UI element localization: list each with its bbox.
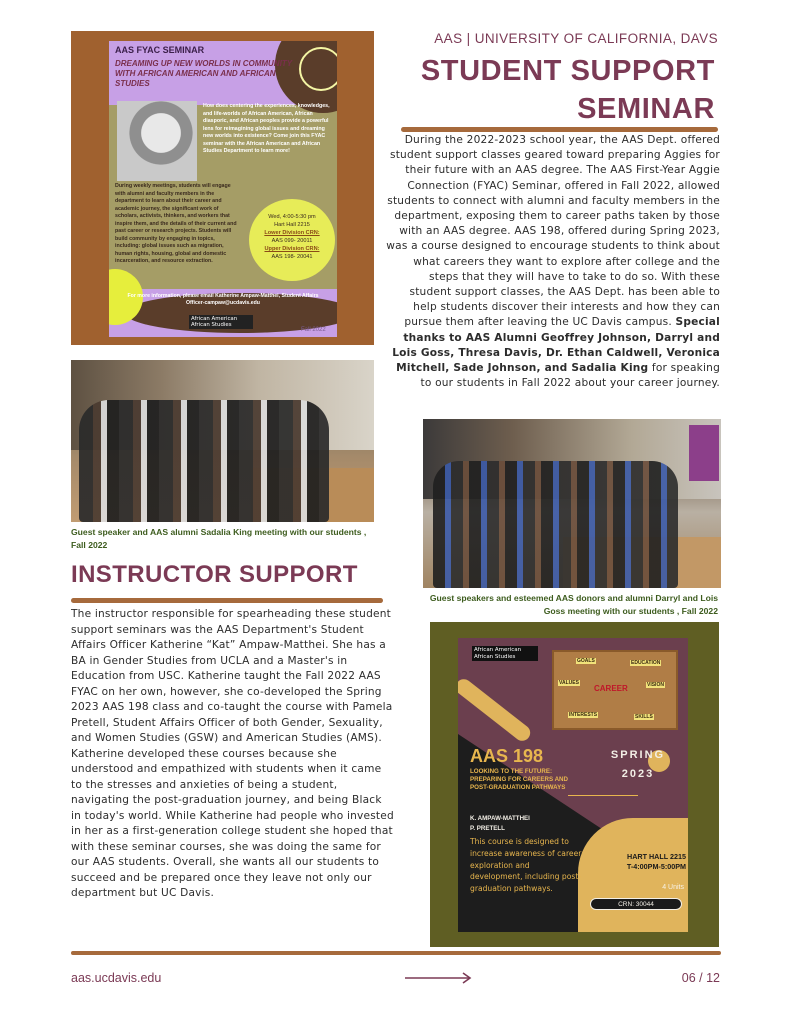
thanks-names: Special thanks to AAS Alumni Geoffrey Johnson, Darryl and Lois Goss, Thresa Davis, Dr. Ethan Caldwell, Veronica Mitchell, Sade Johnson, and Sadalia King [392,316,720,375]
flyer-portrait-image [117,101,197,181]
instructor-divider [71,598,383,603]
course-description: This course is designed to increase awareness of career exploration and development, including post-graduation pathways. [470,837,582,894]
next-arrow-icon[interactable] [403,970,475,986]
photo-caption-1: Guest speaker and AAS alumni Sadalia King meeting with our students , Fall 2022 [71,527,367,550]
course-topic: LOOKING TO THE FUTURE: PREPARING FOR CAREERS AND POST-GRADUATION PATHWAYS [470,768,568,791]
flyer-title: AAS FYAC SEMINAR [115,45,205,55]
title-divider [401,127,718,132]
flyer-panel [109,41,337,337]
flyer-panel [458,638,688,932]
flyer-contact: For more information, please email Katherine Ampaw-Matthei, Student Affairs Officer-campaw@ucdavis.edu [127,293,319,306]
group-photo-sadalia-king [71,360,374,522]
section-kicker: AAS | UNIVERSITY OF CALIFORNIA, DAVS [434,31,718,46]
course-location-time: HART HALL 2215 T-4:00PM-5:00PM [626,852,686,871]
department-logo: African American African Studies [472,646,538,661]
course-code: AAS 198 [470,746,544,766]
fyac-seminar-flyer [71,31,374,345]
course-instructors: K. AMPAW-MATTHEI P. PRETELL [470,815,530,832]
group-photo-goss [423,419,721,588]
course-term: SPRING 2023 [610,749,666,780]
page-title-line1: STUDENT SUPPORT [420,55,715,87]
flyer-term: Fall 2022 [301,327,326,333]
career-board-image: GOALS EDUCATION VALUES CAREER VISION INTERESTS SKILLS [552,650,678,730]
instructor-heading: INSTRUCTOR SUPPORT [71,561,358,588]
course-crn: CRN: 30044 [590,898,682,910]
photo-caption-2: Guest speakers and esteemed AAS donors and alumni Darryl and Lois Goss meeting with our students , Fall 2022 [429,593,718,616]
page-title-line2: SEMINAR [577,93,715,125]
flyer-subtitle: DREAMING UP NEW WORLDS IN COMMUNITY WITH AFRICAN AMERICAN AND AFRICAN STUDIES [115,59,292,88]
course-units: 4 Units [662,884,684,891]
footer-divider [71,951,721,955]
flyer-schedule-badge: Wed, 4:00-5:30 pm Hart Hall 2215 Lower Division CRN: AAS 099- 20011 Upper Division CRN: AAS 198- 20041 [249,199,335,281]
page-number: 06 / 12 [681,971,720,985]
department-logo: African American African Studies [189,315,253,329]
intro-paragraph: During the 2022-2023 school year, the AAS Dept. offered student support classes geared toward preparing Aggies for their future with an AAS degree. The AAS First-Year Aggie Connection (FYAC) Seminar, offered in Fall 2022, allowed students to connect with alumni and faculty members in the department, exposing them to career paths taken by those with an AAS degree. AAS 198, offered during Spring 2023, was a course designed to encourage students to think about what careers they want to explore after college and the steps that they will have to take to do so. With these student support classes, the AAS Dept. has been able to help students discover their interests and how they can pursue them after leaving the UC Davis campus. Special thanks to AAS Alumni Geoffrey Johnson, Darryl and Lois Goss, Thresa Davis, Dr. Ethan Caldwell, Veronica Mitchell, Sade Johnson, and Sadalia King for speaking to our students in Fall 2022 about your career journey. [386,134,720,390]
flyer-question: How does centering the experiences, knowledges, and life-worlds of African American, African diasporic, and African peoples provide a powerful lens for reimagining global issues and dreaming new worlds into existence? Come join this FYAC seminar with the African American and African Studies Department to learn more! [203,103,330,154]
instructor-paragraph: The instructor responsible for spearheading these student support seminars was the AAS Department's Student Affairs Officer Katherine “Kat” Ampaw-Matthei. She has a BA in Gender Studies from UCLA and a Master's in Education from USC. Katherine taught the Fall 2022 AAS FYAC on her own, however, she co-developed the Spring 2023 AAS 198 class and co-taught the course with Pamela Pretell, Student Affairs Officer of both Gender, Sexuality, and Women Studies (GSW) and American Studies (AMS). Katherine developed these courses because she understood and empathized with students when it came to the stresses and anxieties of being a student, navigating the post-graduation journey, and being Black in today's world. While Katherine had people who invested in her as a first-generation college student she hoped that with these seminar courses, she was doing the same for our AAS students. Overall, she wants all our students to succeed and be prepared once they leave not only our department but UC Davis. [71,608,394,899]
footer-url[interactable]: aas.ucdavis.edu [71,971,162,985]
flyer-description: During weekly meetings, students will engage with alumni and faculty members in the department to learn about their career and academic journey, the significant work of scholars, activists, thinkers, and workers that inspire them, and the details of their current and past career or research projects. Students will build community by engaging in topics, including: global issues such as migration, human rights, housing, global and domestic incarceration, and resource extraction. [115,183,237,264]
aas198-flyer [430,622,719,947]
